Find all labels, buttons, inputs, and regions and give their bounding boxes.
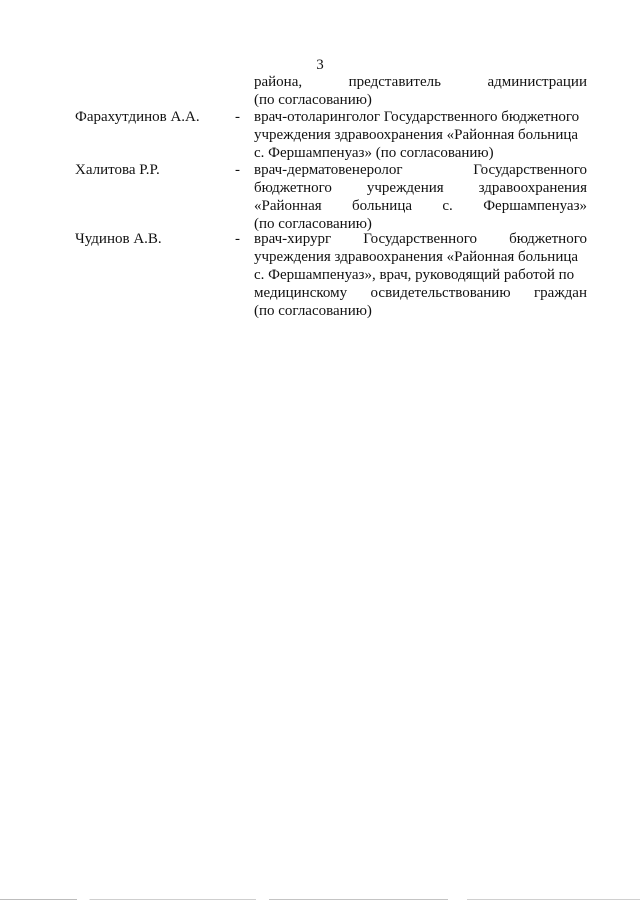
text-line: бюджетного учреждения здравоохранения bbox=[254, 180, 587, 196]
member-name: Халитова Р.Р. bbox=[75, 162, 160, 178]
member-name: Фарахутдинов А.А. bbox=[75, 109, 200, 125]
member-dash: - bbox=[235, 109, 240, 125]
member-description bbox=[254, 230, 587, 320]
text-line: района, представитель администрации bbox=[254, 74, 587, 90]
member-description bbox=[254, 161, 587, 233]
text-line: с. Фершампенуаз» (по согласованию) bbox=[254, 145, 494, 161]
scan-edge-divider bbox=[0, 899, 640, 900]
continuation-text bbox=[254, 73, 587, 109]
text-line: (по согласованию) bbox=[254, 303, 372, 319]
text-line: врач-отоларинголог Государственного бюджетного bbox=[254, 109, 580, 125]
text-line: врач-дерматовенеролог Государственного bbox=[254, 162, 587, 178]
text-line: учреждения здравоохранения «Районная больница bbox=[254, 127, 579, 143]
text-line: «Районная больница с. Фершампенуаз» bbox=[254, 198, 587, 214]
page-number: 3 bbox=[316, 57, 324, 73]
text-line: (по согласованию) bbox=[254, 92, 372, 108]
member-dash: - bbox=[235, 162, 240, 178]
text-line: учреждения здравоохранения «Районная больница bbox=[254, 249, 579, 265]
text-line: с. Фершампенуаз», врач, руководящий работой по bbox=[254, 267, 575, 283]
text-line: (по согласованию) bbox=[254, 216, 372, 232]
text-line: врач-хирург Государственного бюджетного bbox=[254, 231, 587, 247]
member-dash: - bbox=[235, 231, 240, 247]
text-line: медицинскому освидетельствованию граждан bbox=[254, 285, 587, 301]
member-description bbox=[254, 108, 587, 162]
member-name: Чудинов А.В. bbox=[75, 231, 162, 247]
